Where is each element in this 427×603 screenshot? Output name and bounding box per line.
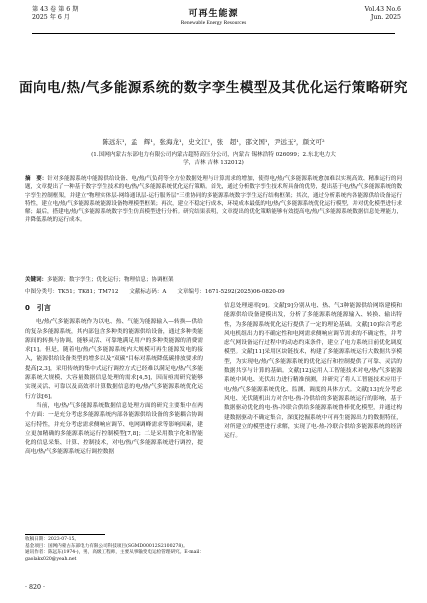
page-number: · 820 · (25, 584, 46, 591)
keywords-label: 关键词： (25, 277, 48, 283)
journal-title-en: Renewable Energy Resources (180, 20, 247, 26)
footnote-author: 通讯作者：陈远东(1974-)，男，高级工程师，主要从事输变电运检管理研究。E-mail：gaolakx020@yeah.net (25, 550, 204, 562)
header-rule (32, 33, 395, 34)
body-column-left (25, 302, 203, 458)
keywords-text: 多能源；数字孪生；优化运行；物理信息；协调框架 (47, 277, 174, 283)
page-header (14, 6, 413, 34)
body-paragraph: 信息处理速率[9]。文献[9]分别从电、热、气3种能源供给网络建模和能源供给设备建模出发，分析了多能源系统能源输入、转换、输出特性，为多能源系统优化运行提供了一定的理论基础。文献[10]综合考虑风电机组出力的不确定性和电网需求侧响应调节需求的不确定性，并考虑气网设备运行过程中的动态约束条件，建立了电力系统日前优化调度模型。文献[11]采用区块链技术，构建了多能源系统运行大数据共享模型，为实现电/热/气多能源系统的优化运行和控制提供了可靠、灵活的数据共享与计算的基础。文献[12]运用人工智能技术对电/热/气多能源系统中风电、光伏出力进行精准预测，并研究了将人工智能技术应用于电/热/气多能源系统优化、监测、调度的具体方式。文献[13]充分考虑风电、光伏随机出力对含电-热-冷供给的多能源系统运行的影响，基于数据驱动优化的电-热-冷联合供给多能源系统鲁棒优化模型，并通过构建数据驱动不确定集合，深度挖掘系统中可再生能源出力的数据特征，对所建立的模型进行求解，实现了电-热-冷联合供给多能源系统的经济运行。 (224, 303, 402, 440)
date-cn: 2025 年 6 月 (32, 14, 70, 21)
header-right (365, 6, 401, 22)
footnote-received: 收稿日期：2023-07-15。 (25, 537, 80, 542)
volume-en: Vol.43 No.6 (364, 6, 401, 13)
author-list: 陈远东¹，孟 辉¹，张海龙¹，史文江¹，张 超¹，邵文国¹，尹远玉²，颜文可² (102, 138, 325, 146)
body-column-right (224, 302, 402, 441)
date-en: Jun. 2025 (370, 14, 401, 21)
volume-cn: 第 43 卷 第 6 期 (32, 6, 79, 13)
paper-title: 面向电/热/气多能源系统的数字孪生模型及其优化运行策略研究 (19, 80, 408, 96)
footnote-rule (25, 534, 105, 535)
abstract (25, 175, 402, 225)
footnote-funding: 基金项目：国网内蒙古东部电力有限公司科技项目(SGMD00012S2100278)。 (25, 543, 188, 549)
affiliation: (1.国网内蒙古东部电力有限公司内蒙古超特高压分公司，内蒙古 锡林浩特 026099；2.东北电力大学，吉林 吉林 132012) (91, 152, 336, 166)
body-paragraph: 当前，电/热/气多能源系统数据信息处理方面的研究主要集中在两个方面：一是充分考虑多能源系统内部各能源供给设备的多能耦合协调运行特性，并充分考虑需求侧响应调节、电网调峰需求等影响因素，建立更加精确的多能源系统运行控制模型[7,8]；二是采用数字化和智能化的信息采集、计算、控制技术，对电/热/气多能源系统进行调控，提高电/热/气多能源系统运行调控数据 (25, 402, 203, 456)
header-center (14, 6, 413, 26)
body-paragraph: 电/热/气多能源系统作为以电、热、气能为能源输入—转换—供给的复杂多能源系统，其内部包含多种类的能源供给设备，通过多种类能源间的转换与协调，能够灵活、可靠地满足用户的多种类能源的消费需求[1]。但是，随着电/热/气多能源系统内大规模可再生能源发电的接入，能源供给设备类型的增多以及"双碳"目标对系统降低碳排放要求的提高[2,3]，采用传统的集中式运行调控方式已经难以满足电/热/气多能源系统大规模、大容量数据信息处理的需求[4,5]，因而亟需研究能够实现灵活、可靠以及高效率计算数据信息的电/热/气多能源系统优化运行方法[6]。 (25, 319, 203, 400)
section-heading: 0 引言 (25, 304, 51, 312)
journal-title-cn: 可再生能源 (188, 9, 239, 19)
abstract-text: 针对多能源系统中能源供给设备、电/热/气负荷等全方位数据处理与计算需求的增加，使得电/热/气多能源系统愈加难以实现高效、精准运行的问题，文章提出了一种基于数字孪生技术的电/热/气多能源系统优化运行策略。首先，通过分析数字孪生技术所具备的优势，提出基于电/热/气多能源系统的数字孪生控制框架，并建立"物理实体层-网络通讯层-运行服务层"三重协同的多能源系统数字孪生运行结构框架；其次，通过分析系统内各能源供给设备运行特性，建立电/热/气多能源系统能源设备物理模型框架；再次，建立不稳定行成本，环境成本最低的电/热/气多能源系统优化运行模型，并对优化模型进行求解；最后，搭建电/热/气多能源系统数字孪生仿真模型进行分析。研究结果表明，文章提出的优化策略能够有效提高电/热/气多能源系统数据信息处理能力，并降低系统的运行成本。 (25, 176, 402, 224)
abstract-label: 摘 要： (25, 176, 48, 182)
footnotes (25, 537, 215, 563)
classification-line: 中图分类号：TK51；TK81；TM712 文献标志码：A 文章编号：1671-5292(2025)06-0820-09 (25, 289, 285, 295)
keywords (25, 276, 402, 284)
